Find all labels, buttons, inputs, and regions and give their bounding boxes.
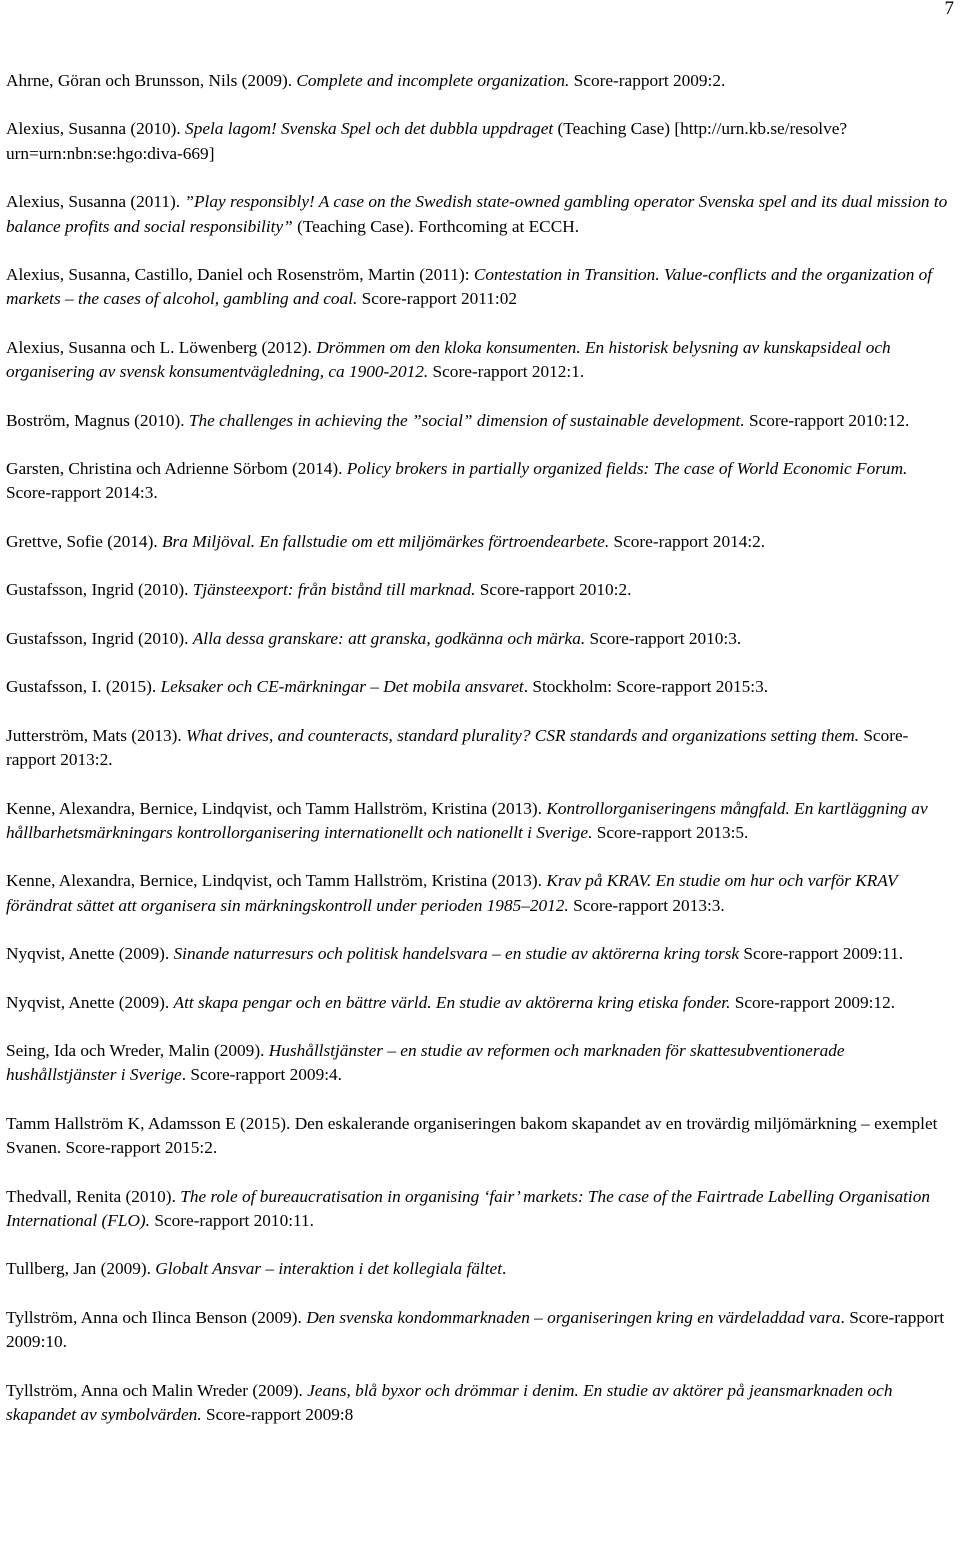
reference-title: Alla dessa granskare: att granska, godkänna och märka. <box>192 628 586 648</box>
reference-text: . Stockholm: Score-rapport 2015:3. <box>523 677 769 697</box>
reference-text: Score-rapport 2009:11. <box>739 944 904 964</box>
reference-title: ”Play responsibly! A case on the Swedish state-owned gambling operator Svenska spel and its dual mission to balance profits and social responsibility” <box>6 192 948 236</box>
reference-text: Score-rapport 2013:3. <box>568 895 725 915</box>
reference-title: Globalt Ansvar – interaktion i det kollegiala fältet <box>155 1259 503 1279</box>
reference-text: Alexius, Susanna och L. Löwenberg (2012). <box>6 337 317 357</box>
reference-entry <box>6 675 956 699</box>
reference-title: The role of bureaucratisation in organising ‘fair’ markets: The case of the Fairtrade Labelling Organisation International (FLO). <box>6 1186 931 1230</box>
reference-text: Score-rapport 2010:12. <box>744 410 910 430</box>
reference-list <box>6 69 956 1452</box>
reference-title: Drömmen om den kloka konsumenten. En historisk belysning av kunskapsideal och organisering av svensk konsumentvägledning, ca 1900-2012. <box>6 337 891 382</box>
reference-text: . Score-rapport 2009:10. <box>6 1307 945 1352</box>
reference-text: Tyllström, Anna och Ilinca Benson (2009). <box>6 1307 307 1327</box>
reference-text: Score-rapport 2011:02 <box>357 289 517 309</box>
reference-entry <box>6 869 956 918</box>
reference-text: Kenne, Alexandra, Bernice, Lindqvist, och Tamm Hallström, Kristina (2013). <box>6 798 547 818</box>
reference-text: . Score-rapport 2009:4. <box>181 1065 342 1085</box>
reference-title: Krav på KRAV. En studie om hur och varför KRAV förändrat sättet att organisera sin märkningskontroll under perioden 1985–2012. <box>6 871 898 915</box>
reference-text: Score-rapport 2010:2. <box>475 580 632 600</box>
reference-text: Ahrne, Göran och Brunsson, Nils (2009). <box>6 71 297 90</box>
reference-text: Tullberg, Jan (2009). <box>6 1259 156 1279</box>
reference-text: Tamm Hallström K, Adamsson E (2015). Den eskalerande organiseringen bakom skapandet av en trovärdig miljömärkning – exemplet Svanen. Score-rapport 2015:2. <box>6 1113 938 1158</box>
reference-text: Alexius, Susanna, Castillo, Daniel och Rosenström, Martin (2011): <box>6 265 474 285</box>
reference-text: Score-rapport 2009:2. <box>569 71 726 90</box>
reference-title: Sinande naturresurs och politisk handelsvara – en studie av aktörerna kring torsk <box>173 944 740 964</box>
reference-text: Gustafsson, Ingrid (2010). <box>6 580 193 600</box>
reference-text: Kenne, Alexandra, Bernice, Lindqvist, och Tamm Hallström, Kristina (2013). <box>6 871 547 891</box>
reference-entry <box>6 190 956 239</box>
reference-text: Score-rapport 2014:2. <box>609 531 766 551</box>
reference-text: (Teaching Case) [http://urn.kb.se/resolve?urn=urn:nbn:se:hgo:diva-669] <box>6 119 848 163</box>
reference-text: Alexius, Susanna (2010). <box>6 119 186 139</box>
reference-text: Score-rapport 2013:5. <box>592 822 749 842</box>
reference-text: Tyllström, Anna och Malin Wreder (2009). <box>6 1380 308 1400</box>
reference-entry <box>6 69 956 93</box>
reference-entry <box>6 991 956 1015</box>
reference-text: Thedvall, Renita (2010). <box>6 1186 181 1206</box>
reference-text: Boström, Magnus (2010). <box>6 410 189 430</box>
page-number: 7 <box>944 0 954 19</box>
reference-entry <box>6 1112 956 1161</box>
reference-entry <box>6 1039 956 1088</box>
reference-text: Seing, Ida och Wreder, Malin (2009). <box>6 1041 269 1061</box>
reference-entry <box>6 942 956 966</box>
reference-entry <box>6 1379 956 1428</box>
reference-text: Gustafsson, Ingrid (2010). <box>6 628 193 648</box>
reference-text: Score-rapport 2010:3. <box>585 628 742 648</box>
reference-entry <box>6 1306 956 1355</box>
reference-entry <box>6 724 956 773</box>
reference-title: Leksaker och CE-märkningar – Det mobila ansvaret <box>160 677 524 697</box>
reference-text: Score-rapport 2009:12. <box>730 992 896 1012</box>
reference-title: Contestation in Transition. Value-conflicts and the organization of markets – the cases of alcohol, gambling and coal. <box>6 265 933 309</box>
reference-text: Alexius, Susanna (2011). <box>6 192 185 212</box>
reference-entry <box>6 530 956 554</box>
reference-title: Complete and incomplete organization. <box>296 71 570 90</box>
reference-text: Score-rapport 2013:2. <box>6 725 909 770</box>
reference-title: Tjänsteexport: från bistånd till marknad. <box>192 580 476 600</box>
reference-text: (Teaching Case). Forthcoming at ECCH. <box>292 216 580 236</box>
reference-title: Jeans, blå byxor och drömmar i denim. En studie av aktörer på jeansmarknaden och skapandet av symbolvärden. <box>6 1380 893 1425</box>
reference-entry <box>6 797 956 846</box>
reference-title: Hushållstjänster – en studie av reformen och marknaden för skattesubventionerade hushållstjänster i Sverige <box>6 1041 845 1085</box>
reference-entry <box>6 457 956 506</box>
reference-text: Gustafsson, I. (2015). <box>6 677 161 697</box>
reference-entry <box>6 263 956 312</box>
reference-text: . <box>502 1259 507 1279</box>
reference-entry <box>6 627 956 651</box>
reference-entry <box>6 1257 956 1281</box>
reference-text: Grettve, Sofie (2014). <box>6 531 162 551</box>
reference-text: Score-rapport 2010:11. <box>150 1210 314 1230</box>
reference-title: Att skapa pengar och en bättre värld. En studie av aktörerna kring etiska fonder. <box>173 992 731 1012</box>
reference-entry <box>6 1185 956 1234</box>
reference-text: Garsten, Christina och Adrienne Sörbom (2014). <box>6 459 347 479</box>
reference-entry <box>6 336 956 385</box>
reference-entry <box>6 409 956 433</box>
reference-entry <box>6 117 956 166</box>
reference-entry <box>6 578 956 602</box>
reference-title: Policy brokers in partially organized fields: The case of World Economic Forum. <box>346 459 908 479</box>
reference-text: Score-rapport 2009:8 <box>201 1405 354 1425</box>
reference-title: Den svenska kondommarknaden – organiseringen kring en värdeladdad vara <box>306 1307 841 1327</box>
reference-title: What drives, and counteracts, standard plurality? CSR standards and organizations setting them. <box>186 725 859 745</box>
reference-text: Score-rapport 2014:3. <box>6 483 158 503</box>
reference-title: Bra Miljöval. En fallstudie om ett miljömärkes förtroendearbete. <box>161 531 610 551</box>
reference-text: Nyqvist, Anette (2009). <box>6 992 174 1012</box>
reference-text: Score-rapport 2012:1. <box>428 362 585 382</box>
reference-title: The challenges in achieving the ”social” dimension of sustainable development. <box>188 410 745 430</box>
reference-text: Jutterström, Mats (2013). <box>6 725 186 745</box>
reference-title: Kontrollorganiseringens mångfald. En kartläggning av hållbarhetsmärkningars kontrollorganisering internationellt och nationellt i Sverige. <box>6 798 928 842</box>
reference-title: Spela lagom! Svenska Spel och det dubbla uppdraget <box>185 119 554 139</box>
reference-text: Nyqvist, Anette (2009). <box>6 944 174 964</box>
